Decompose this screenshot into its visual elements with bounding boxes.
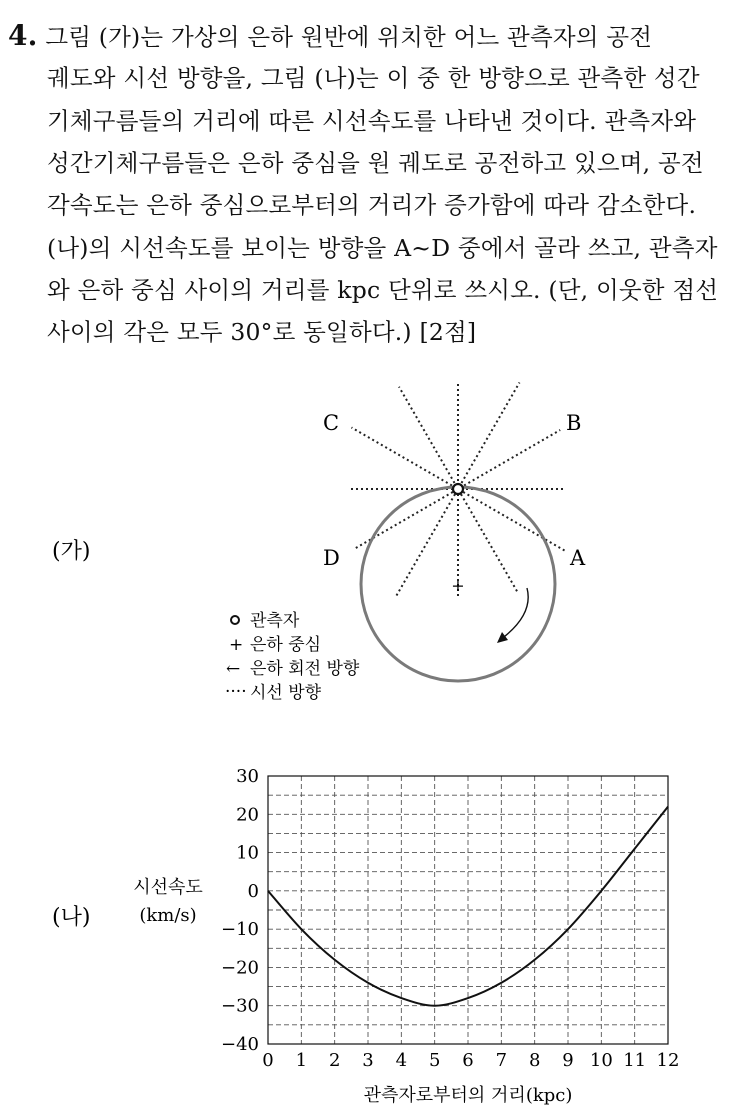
legend-sightline-icon: ····: [225, 682, 247, 702]
question-text-line: 기체구름들의 거리에 따른 시선속도를 나타낸 것이다. 관측자와: [47, 107, 697, 135]
y-tick-label: −30: [221, 995, 259, 1017]
label-direction-c: C: [323, 411, 340, 435]
y-tick-label: 20: [236, 804, 259, 826]
x-tick-label: 10: [589, 1050, 613, 1071]
y-tick-label: 30: [236, 766, 259, 787]
x-axis-label: 관측자로부터의 거리(kpc): [363, 1085, 573, 1106]
question-text-line: 궤도와 시선 방향을, 그림 (나)는 이 중 한 방향으로 관측한 성간: [47, 64, 700, 92]
x-tick-label: 7: [495, 1050, 508, 1071]
x-tick-label: 11: [623, 1050, 647, 1071]
legend-center-text: 은하 중심: [250, 635, 322, 655]
chart-grid: [268, 776, 668, 1044]
y-axis-unit: (km/s): [139, 905, 197, 926]
y-tick-label: −10: [221, 919, 259, 941]
legend-center-icon: +: [229, 635, 244, 655]
label-direction-a: A: [570, 546, 586, 570]
legend-rotation-icon: ←: [226, 659, 241, 679]
x-tick-label: 6: [462, 1050, 474, 1071]
y-tick-labels: [221, 766, 259, 1055]
x-tick-label: 12: [656, 1050, 680, 1071]
figure-na-label: (나): [52, 905, 91, 930]
y-tick-label: 10: [236, 842, 259, 864]
question-text-line: 사이의 각은 모두 30°로 동일하다.) [2점]: [47, 318, 477, 346]
question-number: 4.: [8, 19, 38, 52]
y-tick-label: 0: [247, 880, 259, 902]
y-tick-label: −20: [221, 957, 259, 979]
legend-observer-text: 관측자: [250, 611, 300, 631]
x-tick-label: 9: [562, 1050, 574, 1071]
question-text-line: 그림 (가)는 가상의 은하 원반에 위치한 어느 관측자의 공전: [45, 23, 653, 51]
x-tick-label: 5: [428, 1050, 441, 1071]
y-tick-label: −40: [221, 1034, 259, 1055]
question-text-line: (나)의 시선속도를 보이는 방향을 A~D 중에서 골라 쓰고, 관측자: [47, 234, 718, 262]
label-direction-b: B: [566, 411, 582, 435]
x-tick-label: 8: [528, 1050, 541, 1071]
x-tick-label: 4: [395, 1050, 408, 1071]
x-tick-label: 2: [328, 1050, 341, 1071]
question-text-line: 각속도는 은하 중심으로부터의 거리가 증가함에 따라 감소한다.: [47, 191, 697, 219]
legend-rotation-text: 은하 회전 방향: [250, 659, 360, 679]
galactic-center-mark: +: [451, 576, 465, 595]
y-axis-label: 시선속도: [133, 877, 203, 898]
question-text-line: 와 은하 중심 사이의 거리를 kpc 단위로 쓰시오. (단, 이웃한 점선: [47, 276, 719, 304]
figure-ga-label: (가): [52, 539, 91, 564]
x-tick-labels: [262, 1050, 679, 1071]
label-direction-d: D: [323, 546, 340, 570]
x-tick-label: 0: [262, 1050, 274, 1071]
x-tick-label: 1: [295, 1050, 308, 1071]
legend-sightline-text: 시선 방향: [250, 683, 322, 703]
question-text-line: 성간기체구름들은 은하 중심을 원 궤도로 공전하고 있으며, 공전: [47, 149, 704, 177]
x-tick-label: 3: [362, 1050, 374, 1071]
